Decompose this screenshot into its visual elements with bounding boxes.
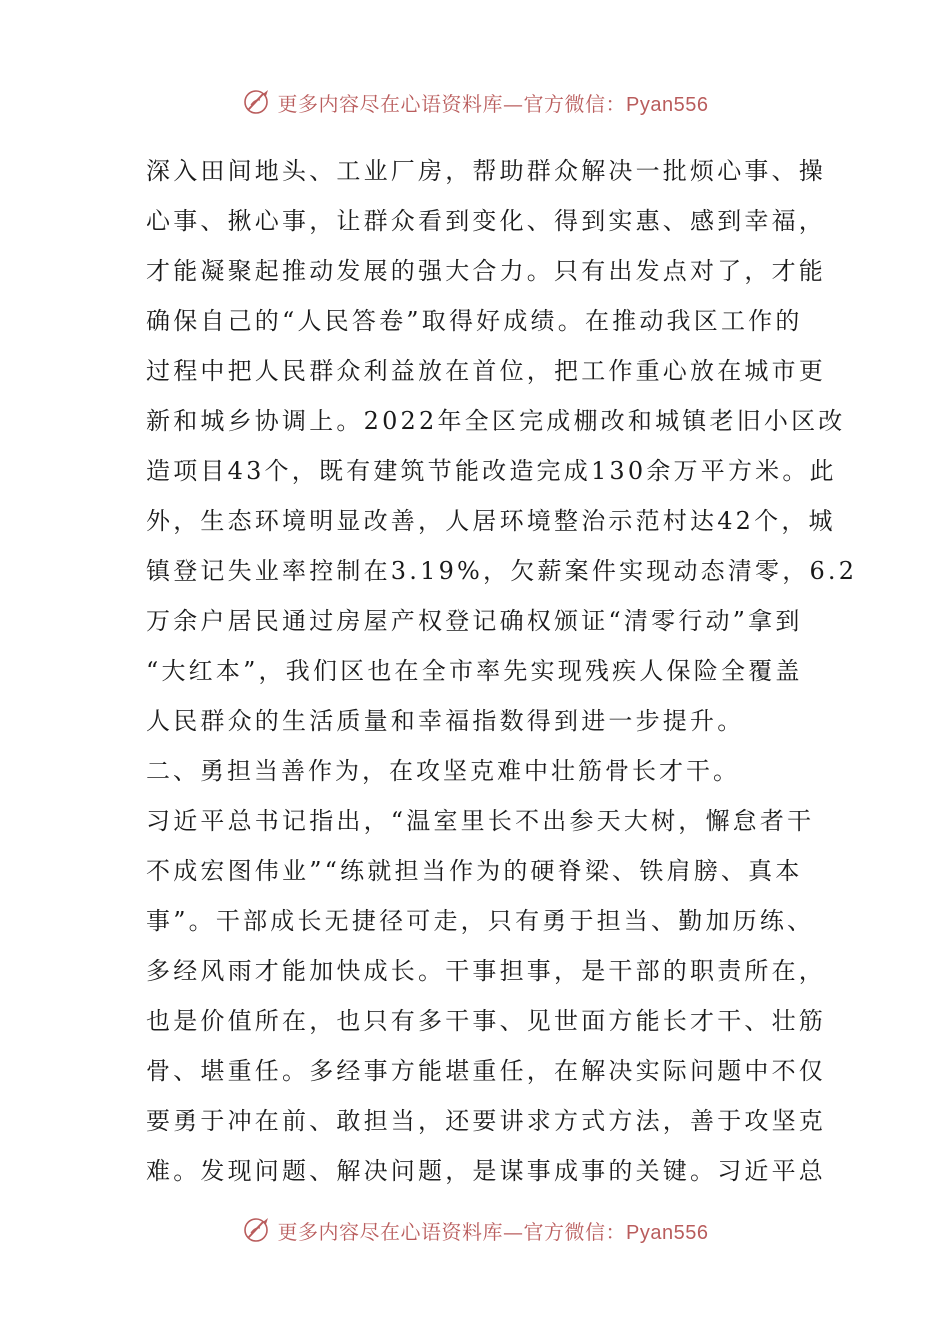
body-line: 造项目43个，既有建筑节能改造完成130余万平方米。此 — [146, 457, 837, 485]
body-line: 新和城乡协调上。2022年全区完成棚改和城镇老旧小区改 — [146, 407, 846, 435]
watermark-text: 更多内容尽在心语资料库—官方微信：Pyan556 — [277, 91, 709, 116]
body-line: 要勇于冲在前、敢担当，还要讲求方式方法，善于攻坚克 — [146, 1107, 826, 1135]
body-line: 心事、揪心事，让群众看到变化、得到实惠、感到幸福， — [146, 207, 826, 235]
body-line: 才能凝聚起推动发展的强大合力。只有出发点对了，才能 — [146, 257, 826, 285]
watermark-text: 更多内容尽在心语资料库—官方微信：Pyan556 — [277, 1219, 709, 1244]
wechat-id: Pyan556 — [626, 93, 709, 116]
body-line: 多经风雨才能加快成长。干事担事，是干部的职责所在， — [146, 957, 826, 985]
body-line: 镇登记失业率控制在3.19%，欠薪案件实现动态清零，6.2 — [146, 557, 858, 585]
body-line: 外，生态环境明显改善，人居环境整治示范村达42个，城 — [146, 507, 836, 535]
body-line: 难。发现问题、解决问题，是谋事成事的关键。习近平总 — [146, 1157, 826, 1185]
header-watermark — [0, 82, 950, 122]
body-line: 习近平总书记指出，“温室里长不出参天大树，懈怠者干 — [146, 807, 815, 835]
body-line: 不成宏图伟业”“练就担当作为的硬脊梁、铁肩膀、真本 — [146, 857, 803, 885]
body-line: “大红本”，我们区也在全市率先实现残疾人保险全覆盖 — [146, 657, 803, 685]
body-line: 事”。干部成长无捷径可走，只有勇于担当、勤加历练、 — [146, 907, 815, 935]
body-line: 过程中把人民群众利益放在首位，把工作重心放在城市更 — [146, 357, 826, 385]
section-heading: 二、勇担当善作为，在攻坚克难中壮筋骨长才干。 — [146, 757, 740, 785]
footer-watermark — [0, 1210, 950, 1250]
quill-pen-seal-icon — [242, 1215, 272, 1245]
body-line: 骨、堪重任。多经事方能堪重任，在解决实际问题中不仅 — [146, 1057, 826, 1085]
body-line: 确保自己的“人民答卷”取得好成绩。在推动我区工作的 — [146, 307, 803, 335]
body-line: 也是价值所在，也只有多干事、见世面方能长才干、壮筋 — [146, 1007, 826, 1035]
wechat-id: Pyan556 — [626, 1221, 709, 1244]
quill-pen-seal-icon — [242, 87, 272, 117]
document-body — [146, 146, 858, 1196]
body-line: 深入田间地头、工业厂房，帮助群众解决一批烦心事、操 — [146, 157, 826, 185]
body-line: 万余户居民通过房屋产权登记确权颁证“清零行动”拿到 — [146, 607, 803, 635]
body-line: 人民群众的生活质量和幸福指数得到进一步提升。 — [146, 707, 745, 735]
